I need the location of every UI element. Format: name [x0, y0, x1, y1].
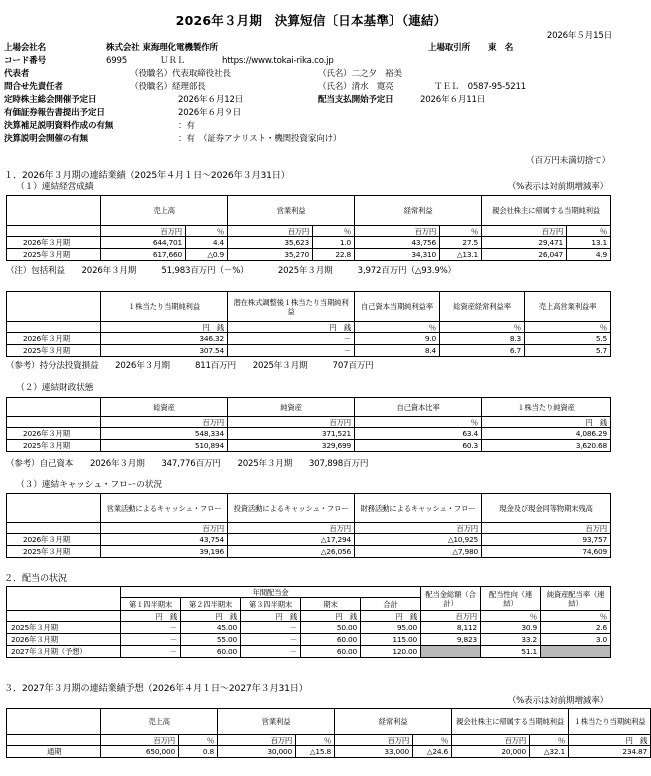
forecast-header-net: 親会社株主に帰属する当期純利益 [452, 709, 569, 735]
supplementary-label: 決算補足説明資料作成の有無 [4, 121, 114, 131]
code-label: コード番号 [4, 56, 46, 66]
section3-title: ３．2027年３月期の連結業績予想（2026年４月１日～2027年３月31日） [4, 683, 308, 694]
briefing-value: ：有 （証券アナリスト・機関投資家向け） [178, 134, 342, 144]
rounding-note: （百万円未満切捨て） [526, 156, 610, 166]
exchange-label: 上場取引所 [428, 43, 470, 53]
supplementary-value: ：有 [178, 121, 195, 131]
contact-name: （氏名）清水 寛亮 [318, 82, 394, 92]
header-roa: 総資産経常利益率 [440, 292, 525, 322]
header-operating-cf: 営業活動によるキャッシュ・フロー [101, 494, 228, 523]
table-row: 2025年３月期 39,196 △26,056 △7,980 74,609 [7, 546, 611, 558]
dividend-start-label: 配当支払開始予定日 [318, 95, 394, 105]
header-eps: １株当たり当期純利益 [101, 292, 228, 322]
company-label: 上場会社名 [4, 43, 46, 53]
table-row: 2026年３月期 346.32 － 9.0 8.3 5.5 [7, 333, 611, 345]
briefing-label: 決算説明会開催の有無 [4, 134, 88, 144]
table-row: 2026年３月期 43,754 △17,294 △10,925 93,757 [7, 534, 611, 546]
header-net-assets: 純資産 [228, 398, 355, 417]
header-margin: 売上高営業利益率 [525, 292, 611, 322]
header-payout-ratio: 配当性向（連結） [481, 587, 541, 611]
contact-title: （役職名）経理部長 [130, 82, 206, 92]
meeting-date: 2026年６月12日 [178, 95, 244, 105]
header-operating-income: 営業利益 [228, 196, 355, 226]
forecast-header-eps: １株当たり当期純利益 [569, 709, 651, 735]
forecast-header-operating: 営業利益 [218, 709, 335, 735]
table-row: 2026年３月期 548,334 371,521 63.4 4,086.29 [7, 428, 611, 440]
table-row: 2025年３月期 307.54 － 8.4 6.7 5.7 [7, 345, 611, 357]
header-investing-cf: 投資活動によるキャッシュ・フロー [228, 494, 355, 523]
dividend-table: 年間配当金 配当金総額（合計） 配当性向（連結） 純資産配当率（連結） 第１四半期末 第２四半期末 第３四半期末 期末 合計 円 銭 円 銭 円 銭 円 銭 円 銭 百万円 ％ ％ 2025年３月期 － 45.00 － 50.00 95.00 8,112 30.9 2.6 2026年３月期 － 55.00 － 60.00 115.00 9,823 33.2 3.0 2027年３月期（予想） － 60.00 － 60.00 120.00 51.1 [6, 586, 611, 658]
representative-title: （役職名）代表取締役社長 [130, 69, 231, 79]
header-diluted-eps: 潜在株式調整後１株当たり当期純利益 [228, 292, 355, 322]
header-sales: 売上高 [101, 196, 228, 226]
section1-title: １．2026年３月期の連結業績（2025年４月１日～2026年３月31日） [4, 170, 290, 181]
forecast-header-sales: 売上高 [101, 709, 218, 735]
header-cash-balance: 現金及び現金同等物期末残高 [482, 494, 611, 523]
page-title: 2026年３月期 決算短信〔日本基準〕（連結） [175, 13, 447, 28]
contact-label: 問合せ先責任者 [4, 82, 63, 92]
equity-method-note: （参考）持分法投資損益 2026年３月期 811百万円 2025年３月期 707百万円 [6, 361, 374, 371]
financial-position-table: 総資産 純資産 自己資本比率 １株当たり純資産 百万円 百万円 ％ 円 銭 2026年３月期 548,334 371,521 63.4 4,086.29 2025年３月期 510,894 329,699 60.3 3,620.68 [6, 397, 611, 452]
contact-tel: ＴＥＬ 0587-95-5211 [434, 82, 527, 92]
header-equity-ratio: 自己資本比率 [355, 398, 482, 417]
per-share-table: １株当たり当期純利益 潜在株式調整後１株当たり当期純利益 自己資本当期純利益率 総資産経常利益率 売上高営業利益率 円 銭 円 銭 ％ ％ ％ 2026年３月期 346.32 － 9.0 8.3 5.5 2025年３月期 307.54 － 8.4 6.7 5.7 [6, 291, 611, 357]
report-submission-label: 有価証券報告書提出予定日 [4, 108, 105, 118]
meeting-label: 定時株主総会開催予定日 [4, 95, 97, 105]
forecast-table: 売上高 営業利益 経常利益 親会社株主に帰属する当期純利益 １株当たり当期純利益 百万円 ％ 百万円 ％ 百万円 ％ 百万円 ％ 円 銭 通期 650,000 0.8 30,000 △15.8 33,000 △24.6 20,000 △32.1 234.87 [6, 708, 651, 758]
yoy-note: （%表示は対前期増減率） [507, 182, 608, 192]
section1-sub2: （２）連結財政状態 [16, 383, 94, 393]
table-row: 2027年３月期（予想） － 60.00 － 60.00 120.00 51.1 [7, 646, 611, 658]
header-bps: １株当たり純資産 [482, 398, 611, 417]
table-row: 2025年３月期 510,894 329,699 60.3 3,620.68 [7, 440, 611, 452]
section1-sub3: （３）連結キャッシュ・フローの状況 [16, 480, 162, 490]
forecast-header-ordinary: 経常利益 [335, 709, 452, 735]
exchange-value: 東 名 [488, 43, 514, 53]
header-total-assets: 総資産 [101, 398, 228, 417]
header-net-income: 親会社株主に帰属する当期純利益 [482, 196, 611, 226]
header-dividend-total: 配当金総額（合計） [421, 587, 481, 611]
report-date: 2026年５月15日 [546, 31, 612, 41]
forecast-yoy-note: （%表示は対前期増減率） [507, 696, 608, 706]
report-submission-date: 2026年６月９日 [178, 108, 242, 118]
header-dividend-ratio: 純資産配当率（連結） [541, 587, 611, 611]
own-capital-note: （参考）自己資本 2026年３月期 347,776百万円 2025年３月期 307,898百万円 [6, 459, 369, 469]
comprehensive-income-note: （注）包括利益 2026年３月期 51,983百万円（－%） 2025年３月期 3,972百万円（△93.9%） [6, 266, 456, 276]
header-ordinary-income: 経常利益 [355, 196, 482, 226]
company-name: 株式会社 東海理化電機製作所 [106, 43, 218, 53]
representative-label: 代表者 [4, 69, 30, 79]
section2-title: ２．配当の状況 [4, 573, 67, 584]
header-roe: 自己資本当期純利益率 [355, 292, 440, 322]
operating-results-table: 売上高 営業利益 経常利益 親会社株主に帰属する当期純利益 百万円 ％ 百万円 ％ 百万円 ％ 百万円 ％ 2026年３月期 644,701 4.4 35,623 1.0 43,756 27.5 29,471 13.1 2025年３月期 617,660 △0.9 35,270 22.8 34,310 △13.1 26,047 4.9 [6, 195, 611, 261]
table-row: 2025年３月期 617,660 △0.9 35,270 22.8 34,310 △13.1 26,047 4.9 [7, 249, 611, 261]
dividend-start-date: 2026年６月11日 [420, 95, 486, 105]
code-value: 6995 [106, 56, 128, 66]
header-annual-dividend: 年間配当金 [121, 587, 421, 598]
cash-flow-table: 営業活動によるキャッシュ・フロー 投資活動によるキャッシュ・フロー 財務活動によるキャッシュ・フロー 現金及び現金同等物期末残高 百万円 百万円 百万円 百万円 2026年３月期 43,754 △17,294 △10,925 93,757 2025年３月期 39,196 △26,056 △7,980 74,609 [6, 493, 611, 558]
table-row: 2026年３月期 － 55.00 － 60.00 115.00 9,823 33.2 3.0 [7, 634, 611, 646]
representative-name: （氏名）二之夕 裕美 [318, 69, 402, 79]
table-row: 通期 650,000 0.8 30,000 △15.8 33,000 △24.6 20,000 △32.1 234.87 [7, 746, 651, 758]
section1-sub1: （１）連結経営成績 [16, 182, 94, 192]
url-label: ＵＲＬ [160, 56, 186, 66]
url-link[interactable]: https://www.tokai-rika.co.jp [222, 56, 334, 66]
table-row: 2026年３月期 644,701 4.4 35,623 1.0 43,756 27.5 29,471 13.1 [7, 237, 611, 249]
header-financing-cf: 財務活動によるキャッシュ・フロー [355, 494, 482, 523]
table-row: 2025年３月期 － 45.00 － 50.00 95.00 8,112 30.9 2.6 [7, 622, 611, 634]
